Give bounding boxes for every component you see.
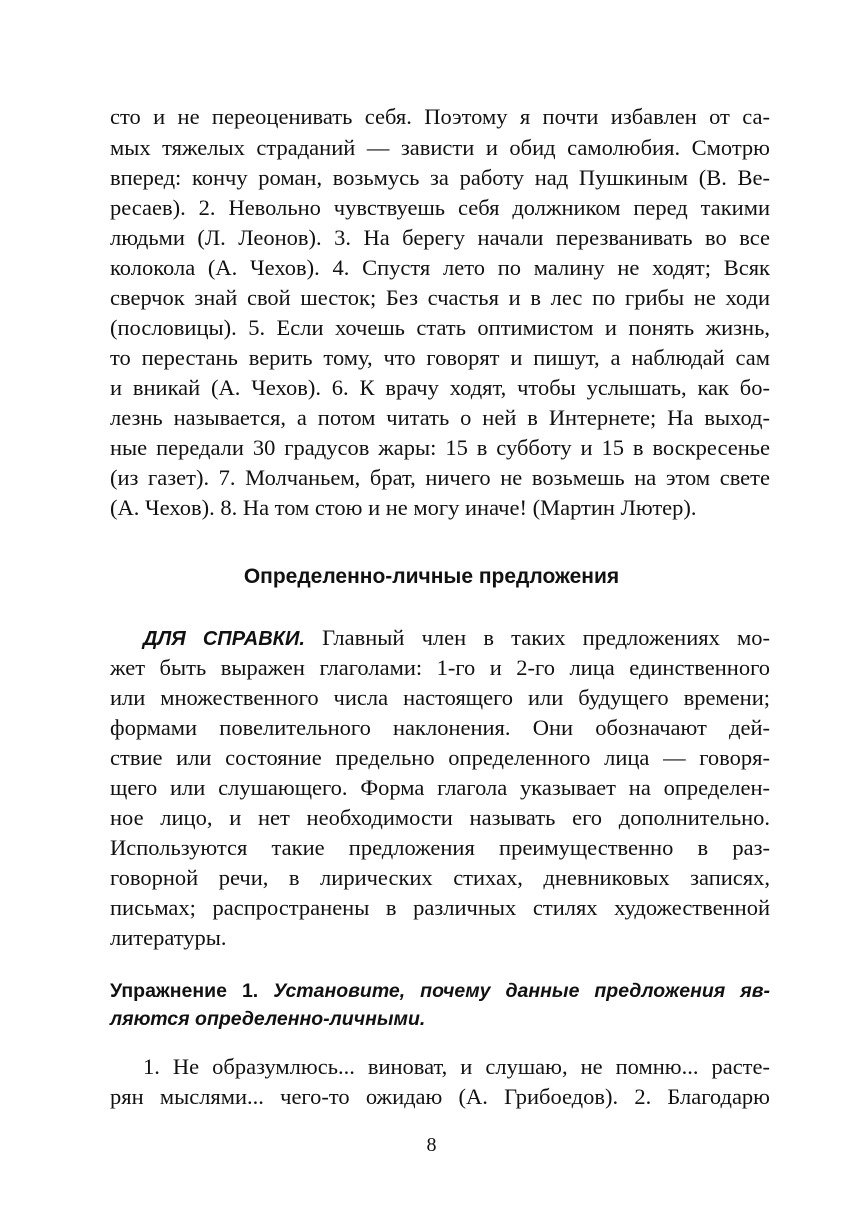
text-line: 1. Не образумлюсь... виноват, и слушаю, не помню... расте- <box>143 1054 770 1079</box>
text-line: щего или слушающего. Форма глагола указывает на определен- <box>110 775 770 800</box>
section-heading: Определенно-личные предложения <box>243 565 620 588</box>
text-line: ствие или состояние предельно определенного лица — говоря- <box>110 745 770 770</box>
text-line: и вникай (А. Чехов). 6. К врачу ходят, чтобы услышать, как бо- <box>110 375 770 400</box>
text-line: литературы. <box>110 925 227 950</box>
page-number: 8 <box>426 1134 437 1156</box>
text-line: ные передали 30 градусов жары: 15 в субботу и 15 в воскресенье <box>110 435 770 460</box>
text-line: рян мыслями... чего-то ожидаю (А. Грибоедов). 2. Благодарю <box>110 1084 770 1109</box>
text-line: (пословицы). 5. Если хочешь стать оптимистом и понять жизнь, <box>110 315 770 340</box>
text-line: лезнь называется, а потом читать о ней в Интернете; На выход- <box>110 405 770 430</box>
reference-first-line: Главный член в таких предложениях мо- <box>322 625 771 650</box>
text-line: (из газет). 7. Молчаньем, брат, ничего не возьмешь на этом свете <box>110 465 770 490</box>
text-line: ресаев). 2. Невольно чувствуешь себя должником перед такими <box>110 195 770 220</box>
text-line: вперед: кончу роман, возьмусь за работу над Пушкиным (В. Ве- <box>110 165 770 190</box>
text-line: людьми (Л. Леонов). 3. На берегу начали перезванивать во все <box>110 225 770 250</box>
exercise-task-cont: ляются определенно-личными. <box>110 1008 426 1030</box>
text-line: формами повелительного наклонения. Они обозначают дей- <box>110 715 770 740</box>
text-line: Используются такие предложения преимущественно в раз- <box>110 835 770 860</box>
reference-label: ДЛЯ СПРАВКИ. <box>143 628 305 650</box>
text-line: сверчок знай свой шесток; Без счастья и в лес по грибы не ходи <box>110 285 770 310</box>
exercise-task: Установите, почему данные предложения яв- <box>273 980 770 1002</box>
text-line: мых тяжелых страданий — зависти и обид самолюбия. Смотрю <box>110 135 770 160</box>
text-line <box>143 624 770 653</box>
text-line <box>110 978 770 1004</box>
text-line: говорной речи, в лирических стихах, дневниковых записях, <box>110 865 770 890</box>
text-line: письмах; распространены в различных стилях художественной <box>110 895 770 920</box>
text-line <box>110 1006 770 1032</box>
text-line: жет быть выражен глаголами: 1-го и 2-го лица единственного <box>110 655 770 680</box>
exercise-label: Упражнение 1. <box>110 980 259 1002</box>
text-line: ное лицо, и нет необходимости называть его дополнительно. <box>110 805 770 830</box>
text-line: колокола (А. Чехов). 4. Спустя лето по малину не ходят; Всяк <box>110 255 770 280</box>
text-line: то перестань верить тому, что говорят и пишут, а наблюдай сам <box>110 345 770 370</box>
text-line: сто и не переоценивать себя. Поэтому я почти избавлен от са- <box>110 104 770 129</box>
text-line: или множественного числа настоящего или будущего времени; <box>110 685 770 710</box>
text-line: (А. Чехов). 8. На том стою и не могу иначе! (Мартин Лютер). <box>110 495 697 520</box>
